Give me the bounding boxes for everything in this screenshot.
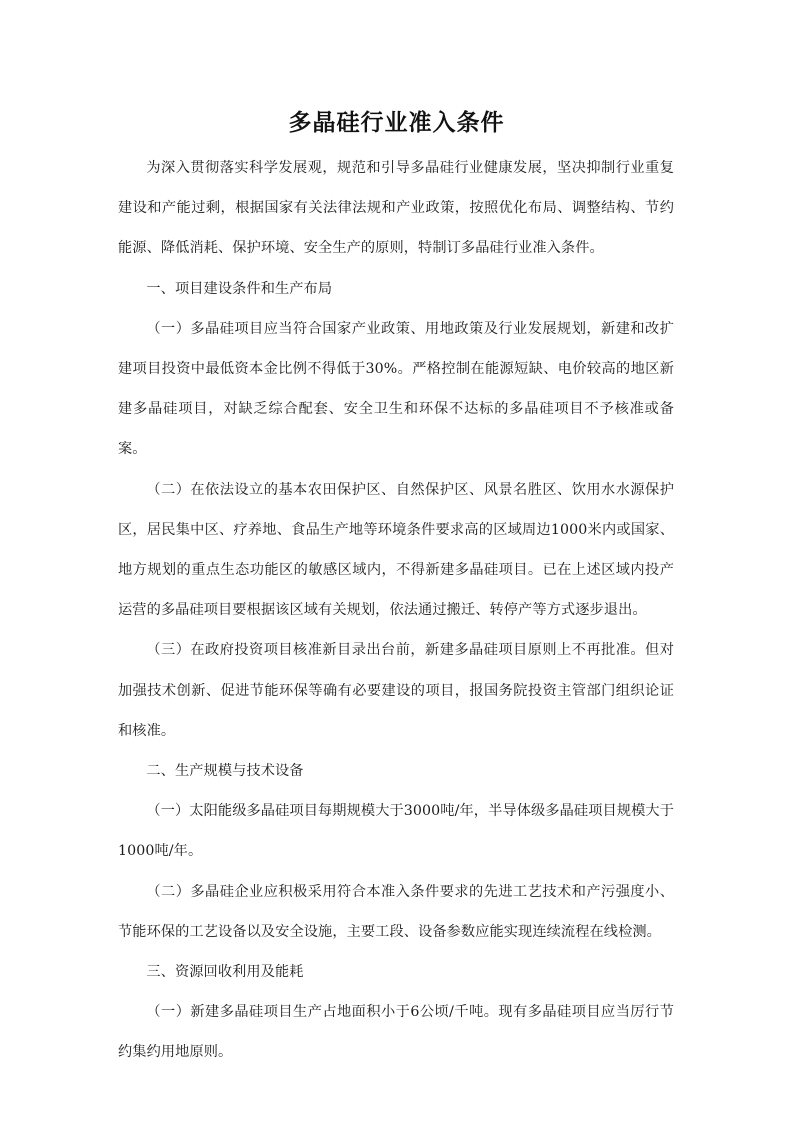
clause-3-1: （一）新建多晶硅项目生产占地面积小于6公顷/千吨。现有多晶硅项目应当厉行节约集约用地原则。 [118,1004,674,1061]
clause-2-2: （二）多晶硅企业应积极采用符合本准入条件要求的先进工艺技术和产污强度小、节能环保的工艺设备以及安全设施，主要工段、设备参数应能实现连续流程在线检测。 [118,883,674,940]
clause-1-3: （三）在政府投资项目核准新目录出台前，新建多晶硅项目原则上不再批准。但对加强技术创新、促进节能环保等确有必要建设的项目，报国务院投资主管部门组织论证和核准。 [118,642,674,739]
section-heading-1: 一、项目建设条件和生产布局 [146,280,333,297]
clause-1-2: （二）在依法设立的基本农田保护区、自然保护区、风景名胜区、饮用水水源保护区，居民集中区、疗养地、食品生产地等环境条件要求高的区域周边1000米内或国家、地方规划的重点生态功能区的敏感区域内，不得新建多晶硅项目。已在上述区域内投产运营的多晶硅项目要根据该区域有关规划，依法通过搬迁、转停产等方式逐步退出。 [118,481,674,619]
intro-paragraph: 为深入贯彻落实科学发展观，规范和引导多晶硅行业健康发展，坚决抑制行业重复建设和产能过剩，根据国家有关法律法规和产业政策，按照优化布局、调整结构、节约能源、降低消耗、保护环境、安全生产的原则，特制订多晶硅行业准入条件。 [118,160,674,257]
clause-1-1: （一）多晶硅项目应当符合国家产业政策、用地政策及行业发展规划，新建和改扩建项目投资中最低资本金比例不得低于30%。严格控制在能源短缺、电价较高的地区新建多晶硅项目，对缺乏综合配套、安全卫生和环保不达标的多晶硅项目不予核准或备案。 [118,320,674,458]
section-heading-2: 二、生产规模与技术设备 [146,763,304,780]
document-title: 多晶硅行业准入条件 [288,109,505,136]
document-body [118,148,674,1073]
section-heading-3: 三、资源回收利用及能耗 [146,964,304,981]
clause-2-1: （一）太阳能级多晶硅项目每期规模大于3000吨/年，半导体级多晶硅项目规模大于1000吨/年。 [118,803,674,860]
